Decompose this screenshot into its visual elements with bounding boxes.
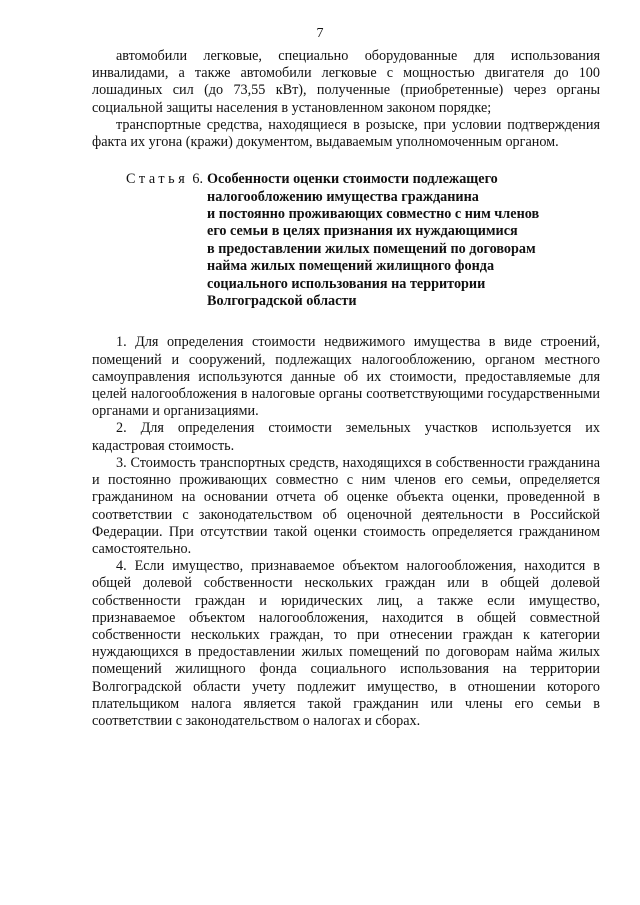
article-title-line: Волгоградской области [207,293,357,310]
article-title-line: и постоянно проживающих совместно с ним членов [207,206,540,223]
article-prefix: Статья [126,171,189,188]
intro-paragraph-1: автомобили легковые, специально оборудованные для использования инвалидами, а также автомобили легковые с мощностью двигателя до 100 лошадиных сил (до 73,55 кВт), полученные (приобретенные) через органы социальной защиты населения в установленном законом порядке; [92,48,600,116]
page-number: 7 [316,26,324,41]
body-paragraph-2: 2. Для определения стоимости земельных участков используется их кадастровая стоимость. [92,420,600,454]
article-body [92,334,600,730]
article-title-line: его семьи в целях признания их нуждающимися [207,223,518,240]
body-paragraph-3: 3. Стоимость транспортных средств, находящихся в собственности гражданина и постоянно проживающих совместно с ним членов его семьи, определяется гражданином на основании отчета об оценке объекта оценки, проведенной в соответствии с законодательством об оценочной деятельности в Российской Федерации. При отсутствии такой оценки стоимость определяется гражданином самостоятельно. [92,454,600,557]
article-title-line: найма жилых помещений жилищного фонда [207,258,495,275]
article-title-line: социального использования на территории [207,275,486,292]
body-paragraph-1: 1. Для определения стоимости недвижимого имущества в виде строений, помещений и сооружений, подлежащих налогообложению, органом местного самоуправления используются данные об их стоимости, предоставляемые для целей налогообложения в налоговые органы соответствующими государственными органами и организациями. [92,334,600,420]
body-paragraph-4: 4. Если имущество, признаваемое объектом налогообложения, находится в общей долевой собственности нескольких граждан или в общей долевой собственности граждан и юридических лиц, а также если имущество, признаваемое объектом налогообложения, находится в общей совместной собственности нескольких граждан, то при отнесении граждан к категории нуждающихся в предоставлении жилых помещений по договорам найма жилых помещений жилищного фонда социального использования на территории Волгоградской области учету подлежит имущество, в отношении которого плательщиком налога является такой гражданин или члены его семьи в соответствии с законодательством о налогах и сборах. [92,558,600,729]
article-title-line: налогообложению имущества гражданина [207,188,479,205]
article-heading [126,171,600,310]
article-title-line: Особенности оценки стоимости подлежащего [207,171,498,188]
article-title [207,171,600,310]
article-number: 6. [192,171,204,188]
intro-section [92,48,600,151]
intro-paragraph-2: транспортные средства, находящиеся в розыске, при условии подтверждения факта их угона (кражи) документом, выдаваемым уполномоченным органом. [92,116,600,151]
article-title-line: в предоставлении жилых помещений по договорам [207,240,536,257]
